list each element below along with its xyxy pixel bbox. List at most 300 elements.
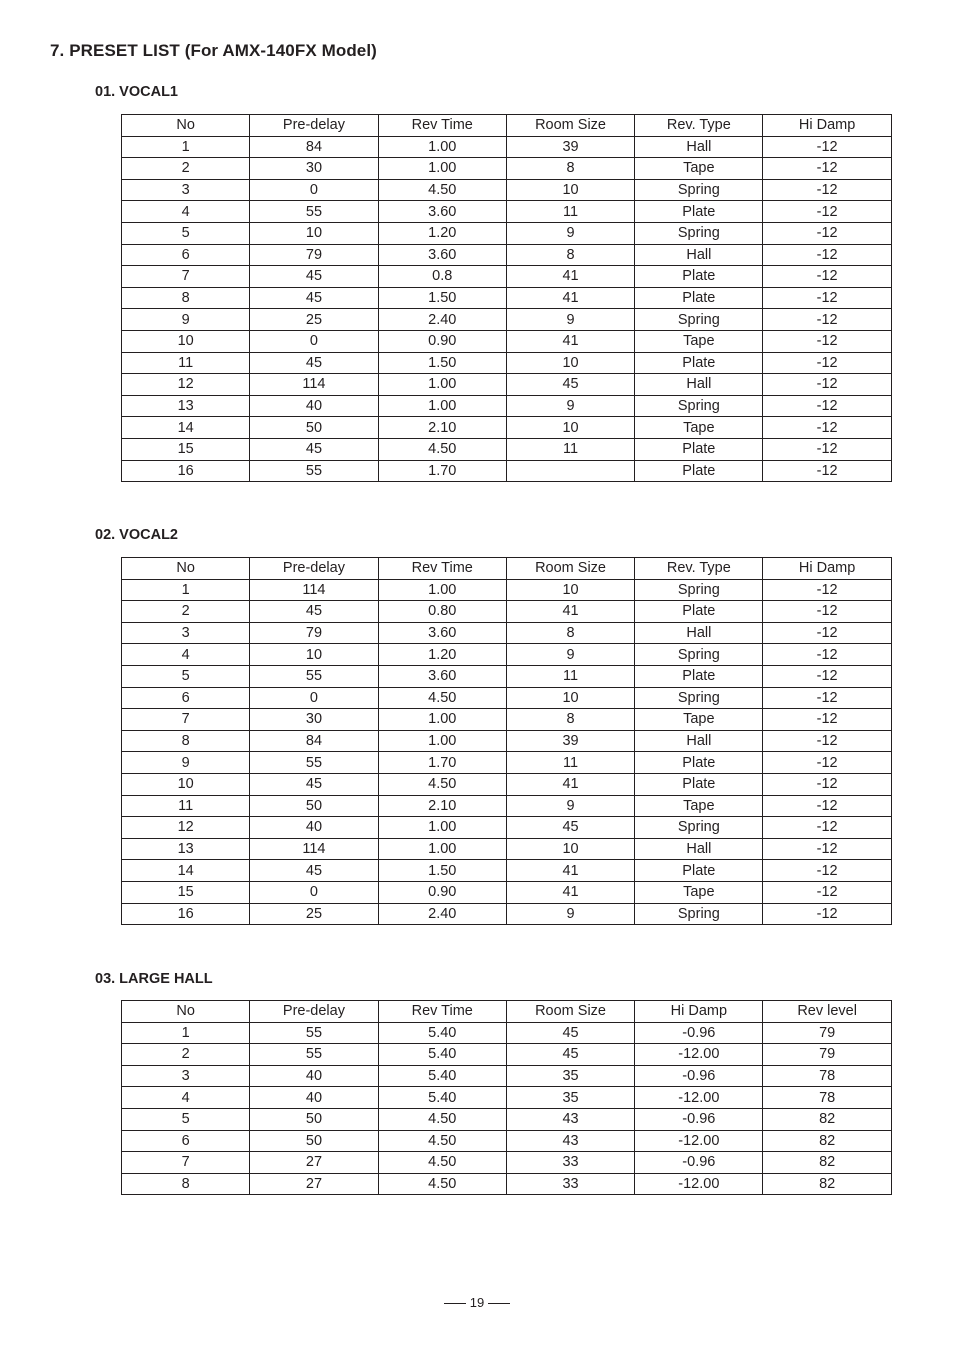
table-cell: Plate — [635, 287, 763, 309]
table-cell: 9 — [506, 309, 634, 331]
table-cell: -0.96 — [635, 1152, 763, 1174]
table-row — [122, 860, 892, 882]
table-cell: 3 — [122, 622, 250, 644]
table-cell: 7 — [122, 266, 250, 288]
table-cell: -12.00 — [635, 1173, 763, 1195]
table-cell: 5.40 — [378, 1022, 506, 1044]
table-cell: -12 — [763, 903, 891, 925]
table-cell: Plate — [635, 752, 763, 774]
table-row — [122, 460, 892, 482]
table-cell: 43 — [506, 1108, 634, 1130]
table-cell: 5 — [122, 222, 250, 244]
table-cell: -12 — [763, 773, 891, 795]
table-row — [122, 309, 892, 331]
table-row — [122, 1022, 892, 1044]
table-cell: 1.50 — [378, 287, 506, 309]
table-cell: 1.00 — [378, 158, 506, 180]
table-cell: 5.40 — [378, 1065, 506, 1087]
table-row — [122, 222, 892, 244]
table-cell: 40 — [250, 395, 378, 417]
table-row — [122, 136, 892, 158]
table-cell: -12.00 — [635, 1044, 763, 1066]
table-cell: 41 — [506, 330, 634, 352]
table-cell: 114 — [250, 374, 378, 396]
table-cell: 4.50 — [378, 1173, 506, 1195]
table-cell: -12 — [763, 287, 891, 309]
table-cell: 41 — [506, 266, 634, 288]
table-cell: 1.00 — [378, 395, 506, 417]
table-row — [122, 881, 892, 903]
table-cell: Tape — [635, 881, 763, 903]
table-cell: 2.40 — [378, 903, 506, 925]
table-cell: 1.50 — [378, 860, 506, 882]
table-cell: Hall — [635, 136, 763, 158]
table-cell: -12 — [763, 438, 891, 460]
table-row — [122, 795, 892, 817]
table-cell: 6 — [122, 1130, 250, 1152]
table-cell: 12 — [122, 817, 250, 839]
table-row — [122, 773, 892, 795]
table-cell: 9 — [506, 222, 634, 244]
table-cell: Plate — [635, 201, 763, 223]
table-row — [122, 687, 892, 709]
table-cell: 82 — [763, 1108, 891, 1130]
column-header: Room Size — [506, 558, 634, 580]
table-cell: 2 — [122, 158, 250, 180]
table-cell: 45 — [250, 438, 378, 460]
table-cell: 41 — [506, 773, 634, 795]
table-cell: 114 — [250, 838, 378, 860]
table-cell: Plate — [635, 773, 763, 795]
table-row — [122, 817, 892, 839]
section-title-vocal1: 01. VOCAL1 — [95, 84, 178, 100]
table-cell: 8 — [122, 1173, 250, 1195]
table-cell: 4 — [122, 644, 250, 666]
table-row — [122, 352, 892, 374]
table-cell: 1.00 — [378, 579, 506, 601]
table-row — [122, 158, 892, 180]
table-cell: Hall — [635, 838, 763, 860]
section-title-vocal2: 02. VOCAL2 — [95, 527, 178, 543]
table-cell: 11 — [506, 438, 634, 460]
table-cell: 0 — [250, 330, 378, 352]
column-header: No — [122, 115, 250, 137]
table-cell: -12 — [763, 158, 891, 180]
table-cell: 1.20 — [378, 644, 506, 666]
table-row — [122, 330, 892, 352]
table-row — [122, 287, 892, 309]
table-cell: 79 — [763, 1044, 891, 1066]
table-row — [122, 1065, 892, 1087]
table-row — [122, 266, 892, 288]
column-header: Rev level — [763, 1001, 891, 1023]
table-cell: 10 — [506, 838, 634, 860]
table-cell: 50 — [250, 1130, 378, 1152]
table-row — [122, 244, 892, 266]
table-row — [122, 438, 892, 460]
table-cell: Tape — [635, 795, 763, 817]
table-cell: Tape — [635, 709, 763, 731]
table-cell: 45 — [250, 266, 378, 288]
column-header: No — [122, 558, 250, 580]
table-row — [122, 417, 892, 439]
table-cell: 55 — [250, 665, 378, 687]
table-row — [122, 665, 892, 687]
table-cell: 33 — [506, 1152, 634, 1174]
table-cell: 55 — [250, 201, 378, 223]
table-cell: Tape — [635, 417, 763, 439]
table-cell: 9 — [506, 395, 634, 417]
table-row — [122, 374, 892, 396]
table-cell: 7 — [122, 709, 250, 731]
table-cell: Plate — [635, 665, 763, 687]
table-cell: -12.00 — [635, 1130, 763, 1152]
table-cell: 55 — [250, 752, 378, 774]
table-cell: 45 — [506, 817, 634, 839]
table-cell: 45 — [506, 374, 634, 396]
table-cell: 5.40 — [378, 1044, 506, 1066]
table-row — [122, 903, 892, 925]
table-cell: Spring — [635, 179, 763, 201]
table-cell: 12 — [122, 374, 250, 396]
table-cell: 1.00 — [378, 838, 506, 860]
table-cell: 0 — [250, 881, 378, 903]
table-cell: 79 — [250, 622, 378, 644]
table-cell: Spring — [635, 644, 763, 666]
table-cell: 0.90 — [378, 330, 506, 352]
page-footer — [0, 1295, 954, 1310]
footer-rule-left — [444, 1303, 466, 1304]
table-cell: Tape — [635, 330, 763, 352]
column-header: Rev Time — [378, 1001, 506, 1023]
table-row — [122, 709, 892, 731]
table-row — [122, 1152, 892, 1174]
table-cell: 8 — [122, 730, 250, 752]
table-cell: 41 — [506, 287, 634, 309]
table-cell: 16 — [122, 460, 250, 482]
table-row — [122, 179, 892, 201]
table-cell: Spring — [635, 687, 763, 709]
table-cell: Plate — [635, 266, 763, 288]
table-cell: -12 — [763, 330, 891, 352]
table-cell: 13 — [122, 838, 250, 860]
table-cell: 0.90 — [378, 881, 506, 903]
table-cell: Spring — [635, 903, 763, 925]
table-cell: Plate — [635, 352, 763, 374]
page-title: 7. PRESET LIST (For AMX-140FX Model) — [50, 41, 377, 60]
table-cell: 6 — [122, 687, 250, 709]
table-row — [122, 1108, 892, 1130]
table-cell: 25 — [250, 309, 378, 331]
table-cell: 5 — [122, 1108, 250, 1130]
table-row — [122, 1044, 892, 1066]
table-cell: 10 — [506, 179, 634, 201]
table-cell: 1 — [122, 136, 250, 158]
table-header-row — [122, 558, 892, 580]
table-cell: 82 — [763, 1152, 891, 1174]
table-cell: Plate — [635, 460, 763, 482]
table-cell: 1 — [122, 1022, 250, 1044]
table-cell: -12 — [763, 222, 891, 244]
table-cell: 7 — [122, 1152, 250, 1174]
table-cell: Spring — [635, 579, 763, 601]
table-cell: 2 — [122, 601, 250, 623]
table-cell: 25 — [250, 903, 378, 925]
table-cell: 4 — [122, 1087, 250, 1109]
table-cell: 11 — [506, 665, 634, 687]
table-cell: 9 — [506, 644, 634, 666]
table-cell: -12 — [763, 644, 891, 666]
table-cell: 79 — [763, 1022, 891, 1044]
table-cell: -12 — [763, 136, 891, 158]
column-header: Hi Damp — [763, 558, 891, 580]
table-cell: 3.60 — [378, 622, 506, 644]
table-cell: -12 — [763, 179, 891, 201]
table-cell: 4.50 — [378, 179, 506, 201]
table-cell: -12 — [763, 665, 891, 687]
table-cell: 4.50 — [378, 1152, 506, 1174]
table-cell: 40 — [250, 1087, 378, 1109]
column-header: Pre-delay — [250, 558, 378, 580]
table-cell: -12 — [763, 460, 891, 482]
table-cell: 15 — [122, 438, 250, 460]
table-cell: 40 — [250, 1065, 378, 1087]
table-cell: 45 — [250, 860, 378, 882]
footer-rule-right — [488, 1303, 510, 1304]
table-header-row — [122, 1001, 892, 1023]
table-cell: -12 — [763, 201, 891, 223]
table-cell: 84 — [250, 136, 378, 158]
column-header: No — [122, 1001, 250, 1023]
table-cell: Plate — [635, 601, 763, 623]
table-cell: Hall — [635, 730, 763, 752]
table-cell: 84 — [250, 730, 378, 752]
table-cell: 55 — [250, 1044, 378, 1066]
preset-table-vocal2 — [121, 557, 892, 925]
table-cell: -12 — [763, 352, 891, 374]
table-cell: 40 — [250, 817, 378, 839]
table-cell: 35 — [506, 1065, 634, 1087]
table-cell: -12 — [763, 374, 891, 396]
table-cell: 27 — [250, 1152, 378, 1174]
table-cell: Spring — [635, 309, 763, 331]
table-cell: 9 — [122, 309, 250, 331]
column-header: Pre-delay — [250, 115, 378, 137]
column-header: Room Size — [506, 115, 634, 137]
table-cell: -12.00 — [635, 1087, 763, 1109]
table-cell: 1.70 — [378, 460, 506, 482]
table-cell: 8 — [122, 287, 250, 309]
table-cell: 3.60 — [378, 665, 506, 687]
table-cell: 3 — [122, 1065, 250, 1087]
table-cell: 3 — [122, 179, 250, 201]
table-cell: -12 — [763, 266, 891, 288]
table-cell: -0.96 — [635, 1022, 763, 1044]
table-cell: 0 — [250, 179, 378, 201]
table-cell: -12 — [763, 730, 891, 752]
table-cell: 0 — [250, 687, 378, 709]
table-cell: 1.00 — [378, 709, 506, 731]
table-cell: 10 — [506, 417, 634, 439]
table-cell: -12 — [763, 860, 891, 882]
table-cell: -12 — [763, 622, 891, 644]
table-cell — [506, 460, 634, 482]
table-cell: 45 — [506, 1044, 634, 1066]
table-cell: 4.50 — [378, 1130, 506, 1152]
column-header: Hi Damp — [763, 115, 891, 137]
table-cell: -12 — [763, 309, 891, 331]
table-cell: 4 — [122, 201, 250, 223]
table-cell: Hall — [635, 374, 763, 396]
table-cell: Spring — [635, 395, 763, 417]
table-cell: 10 — [250, 222, 378, 244]
table-cell: -12 — [763, 579, 891, 601]
page-number: 19 — [469, 1295, 485, 1310]
column-header: Rev. Type — [635, 558, 763, 580]
table-cell: 2.40 — [378, 309, 506, 331]
table-cell: 78 — [763, 1087, 891, 1109]
table-cell: Hall — [635, 244, 763, 266]
column-header: Rev. Type — [635, 115, 763, 137]
table-cell: 1.00 — [378, 136, 506, 158]
table-cell: 4.50 — [378, 438, 506, 460]
table-cell: 39 — [506, 136, 634, 158]
table-row — [122, 601, 892, 623]
table-cell: 1.50 — [378, 352, 506, 374]
column-header: Pre-delay — [250, 1001, 378, 1023]
table-row — [122, 579, 892, 601]
table-cell: Spring — [635, 817, 763, 839]
table-cell: 45 — [250, 773, 378, 795]
table-cell: 82 — [763, 1173, 891, 1195]
table-row — [122, 1087, 892, 1109]
table-cell: 10 — [506, 687, 634, 709]
table-cell: 11 — [506, 201, 634, 223]
table-cell: 9 — [506, 795, 634, 817]
table-cell: -12 — [763, 838, 891, 860]
table-cell: -12 — [763, 395, 891, 417]
table-cell: 9 — [506, 903, 634, 925]
table-cell: 41 — [506, 881, 634, 903]
table-cell: 1.00 — [378, 730, 506, 752]
table-row — [122, 395, 892, 417]
table-cell: 50 — [250, 1108, 378, 1130]
table-cell: 35 — [506, 1087, 634, 1109]
table-cell: 4.50 — [378, 1108, 506, 1130]
table-cell: 114 — [250, 579, 378, 601]
table-header-row — [122, 115, 892, 137]
table-cell: -12 — [763, 244, 891, 266]
table-cell: 9 — [122, 752, 250, 774]
table-cell: -12 — [763, 417, 891, 439]
table-cell: 15 — [122, 881, 250, 903]
table-cell: -0.96 — [635, 1108, 763, 1130]
column-header: Rev Time — [378, 115, 506, 137]
table-cell: 1.70 — [378, 752, 506, 774]
column-header: Rev Time — [378, 558, 506, 580]
table-row — [122, 1130, 892, 1152]
table-cell: 30 — [250, 709, 378, 731]
table-cell: -12 — [763, 881, 891, 903]
table-cell: Tape — [635, 158, 763, 180]
table-row — [122, 201, 892, 223]
table-cell: 50 — [250, 417, 378, 439]
table-cell: Spring — [635, 222, 763, 244]
table-cell: -12 — [763, 817, 891, 839]
table-cell: 0.8 — [378, 266, 506, 288]
table-cell: 1 — [122, 579, 250, 601]
table-cell: 41 — [506, 601, 634, 623]
table-row — [122, 622, 892, 644]
table-row — [122, 1173, 892, 1195]
table-cell: 16 — [122, 903, 250, 925]
table-cell: Hall — [635, 622, 763, 644]
table-cell: 10 — [250, 644, 378, 666]
table-cell: 8 — [506, 158, 634, 180]
table-cell: 55 — [250, 1022, 378, 1044]
table-cell: 27 — [250, 1173, 378, 1195]
table-cell: 5.40 — [378, 1087, 506, 1109]
table-cell: 45 — [250, 287, 378, 309]
table-cell: 13 — [122, 395, 250, 417]
table-cell: -12 — [763, 752, 891, 774]
column-header: Hi Damp — [635, 1001, 763, 1023]
table-cell: 8 — [506, 244, 634, 266]
table-cell: 1.20 — [378, 222, 506, 244]
table-cell: 78 — [763, 1065, 891, 1087]
table-cell: 0.80 — [378, 601, 506, 623]
table-row — [122, 752, 892, 774]
table-cell: 45 — [250, 352, 378, 374]
table-cell: -12 — [763, 687, 891, 709]
table-cell: 10 — [122, 330, 250, 352]
table-row — [122, 730, 892, 752]
table-cell: 5 — [122, 665, 250, 687]
table-cell: 33 — [506, 1173, 634, 1195]
table-cell: 43 — [506, 1130, 634, 1152]
table-cell: Plate — [635, 860, 763, 882]
table-cell: 10 — [506, 579, 634, 601]
table-cell: -12 — [763, 795, 891, 817]
table-cell: 30 — [250, 158, 378, 180]
column-header: Room Size — [506, 1001, 634, 1023]
table-cell: 2.10 — [378, 417, 506, 439]
table-cell: 14 — [122, 860, 250, 882]
table-cell: 14 — [122, 417, 250, 439]
table-cell: 11 — [506, 752, 634, 774]
table-cell: 50 — [250, 795, 378, 817]
table-cell: -0.96 — [635, 1065, 763, 1087]
table-cell: Plate — [635, 438, 763, 460]
table-cell: -12 — [763, 601, 891, 623]
table-cell: -12 — [763, 709, 891, 731]
preset-table-large-hall — [121, 1000, 892, 1195]
table-cell: 10 — [122, 773, 250, 795]
table-cell: 11 — [122, 352, 250, 374]
table-cell: 4.50 — [378, 773, 506, 795]
table-cell: 10 — [506, 352, 634, 374]
table-cell: 11 — [122, 795, 250, 817]
table-row — [122, 838, 892, 860]
table-cell: 8 — [506, 622, 634, 644]
table-cell: 55 — [250, 460, 378, 482]
table-cell: 45 — [250, 601, 378, 623]
table-row — [122, 644, 892, 666]
table-cell: 45 — [506, 1022, 634, 1044]
table-cell: 82 — [763, 1130, 891, 1152]
table-cell: 2 — [122, 1044, 250, 1066]
table-cell: 3.60 — [378, 201, 506, 223]
